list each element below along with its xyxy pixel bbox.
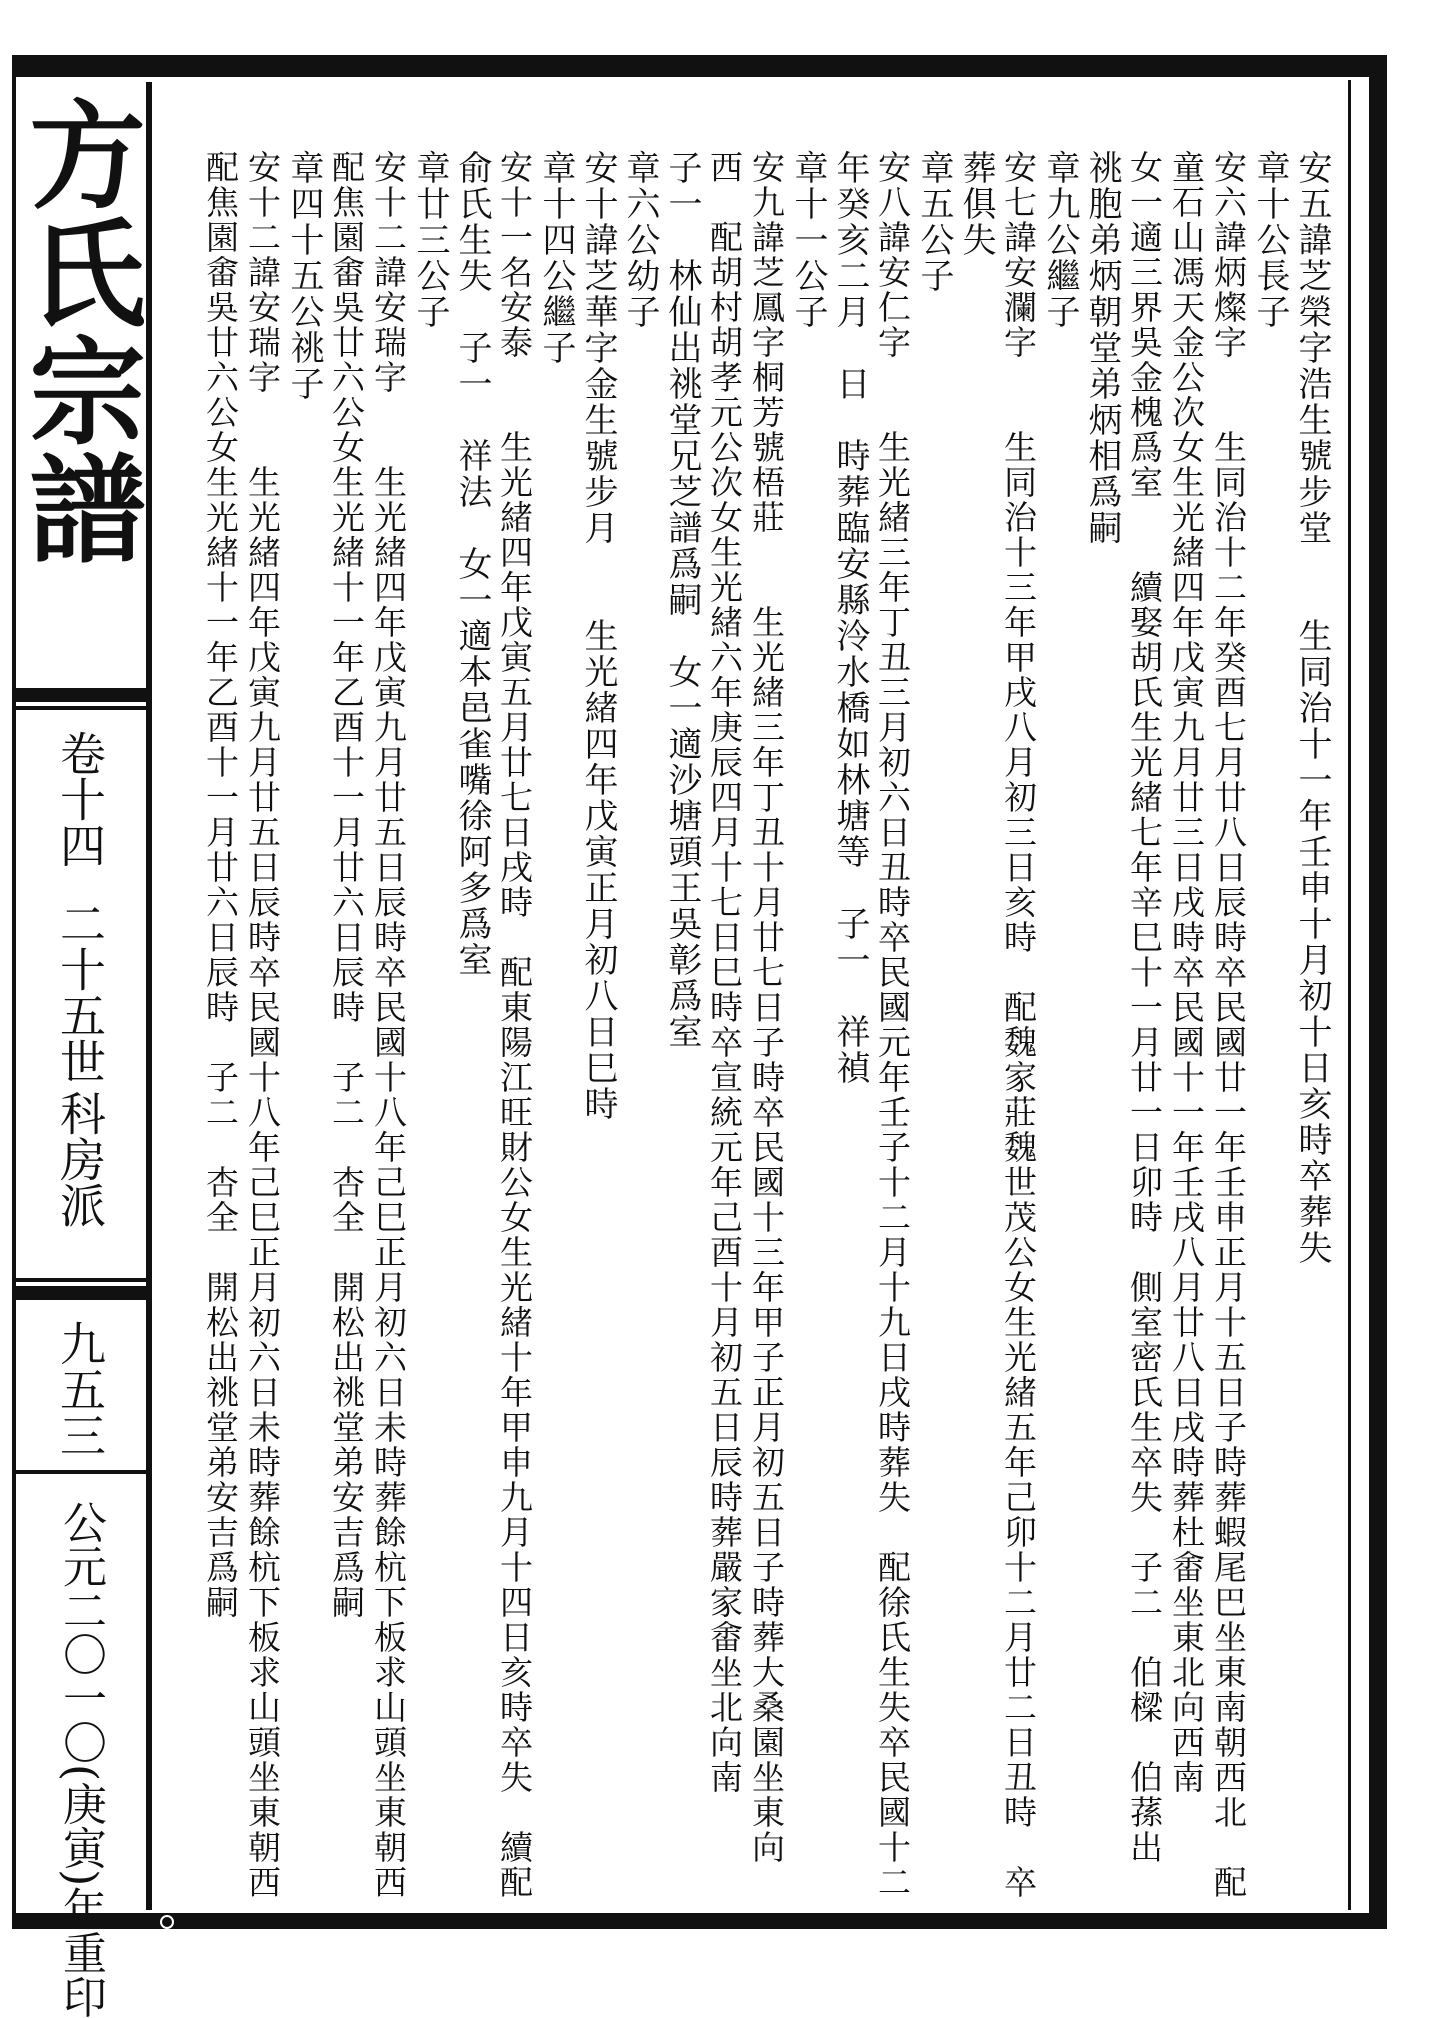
- frame-right-inner-rule: [1348, 80, 1351, 1910]
- text-column-17: 章六公幼子: [620, 150, 660, 330]
- text-column-13: 章十一公子: [788, 150, 828, 330]
- text-column-4: 童石山馮天金公次女生光緒四年戊寅九月廿三日戌時卒民國十一年壬戌八月廿八日戌時葬杜畬坐東北向西南: [1167, 150, 1206, 1795]
- text-column-6: 祧胞弟炳朝堂弟炳相爲嗣: [1082, 150, 1122, 546]
- fish-tail-line-upper: [14, 706, 146, 710]
- frame-bottom-border: [12, 1913, 1387, 1929]
- reprint-note: 公元二〇一〇(庚寅)年重印: [55, 1500, 106, 2018]
- text-column-15: 西 配胡村胡孝元公次女生光緒六年庚辰四月十七日巳時卒宣統元年己酉十月初五日辰時葬嚴家畬坐北向南: [705, 150, 744, 1795]
- text-column-26: 安十二諱安瑞字 生光緒四年戊寅九月廿五日辰時卒民國十八年己巳正月初六日未時葬餘杭下板求山頭坐東朝西: [243, 150, 282, 1900]
- fish-tail-mark-lower: [14, 1286, 146, 1300]
- fish-tail-mark-upper: [14, 688, 146, 702]
- text-column-3: 安六諱炳燦字 生同治十二年癸酉七月廿八日辰時卒民國廿一年壬申正月十五日子時葬蝦尾巴坐東南朝西北 配: [1209, 150, 1248, 1900]
- text-column-9: 葬俱失: [956, 150, 996, 258]
- text-column-12: 年癸亥二月 日 時葬臨安縣泠水橋如林塘等 子一 祥禎: [830, 150, 870, 1086]
- book-title: 方氏宗譜: [10, 95, 146, 567]
- frame-top-border: [12, 55, 1387, 77]
- margin-divider-rule: [146, 82, 152, 1910]
- fish-tail-line-lower: [14, 1278, 146, 1282]
- text-column-2: 章十公長子: [1250, 150, 1290, 330]
- text-column-18: 安十諱芝華字金生號步月 生光緒四年戊寅正月初八日巳時: [578, 150, 618, 1122]
- text-column-8: 安七諱安瀾字 生同治十三年甲戌八月初三日亥時 配魏家莊魏世茂公女生光緒五年己卯十二月廿二日丑時 卒: [999, 150, 1038, 1900]
- text-column-10: 章五公子: [914, 150, 954, 294]
- text-column-5: 女一適三界吳金槐爲室 續娶胡氏生光緒七年辛巳十一月廿一日卯時 側室密氏生卒失 子二 伯樑 伯蓀出: [1125, 150, 1164, 1865]
- branch-label: 科房派: [53, 1090, 107, 1228]
- generation-label: 二十五世: [53, 900, 107, 1084]
- text-column-23: 安十二諱安瑞字 生光緒四年戊寅九月廿五日辰時卒民國十八年己巳正月初六日未時葬餘杭下板求山頭坐東朝西: [369, 150, 408, 1900]
- text-column-1: 安五諱芝榮字浩生號步堂 生同治十一年壬申十月初十日亥時卒葬失: [1292, 150, 1332, 1266]
- fish-tail-line-bottom: [14, 1470, 146, 1474]
- text-column-7: 章九公繼子: [1040, 150, 1080, 330]
- text-column-20: 安十一名安泰 生光緒四年戊寅五月廿七日戌時 配東陽江旺財公女生光緒十年甲申九月十四日亥時卒失 續配: [495, 150, 534, 1900]
- frame-right-border: [1369, 55, 1387, 1929]
- text-column-22: 章廿三公子: [410, 150, 450, 330]
- volume-label: 卷十四: [53, 730, 107, 868]
- text-column-14: 安九諱芝鳳字桐芳號梧莊 生光緒三年丁丑十月廿七日子時卒民國十三年甲子正月初五日子時葬大桑園坐東向: [747, 150, 786, 1865]
- text-column-27: 配焦園畬吳廿六公女生光緒十一年乙酉十一月廿六日辰時 子二 杏全 開松出祧堂弟安吉爲嗣: [201, 150, 240, 1620]
- page-number: 九五三: [53, 1320, 107, 1458]
- text-column-25: 章四十五公祧子: [284, 150, 324, 402]
- text-column-11: 安八諱安仁字 生光緒三年丁丑三月初六日丑時卒民國元年壬子十二月十九日戌時葬失 配徐氏生失卒民國十二: [873, 150, 912, 1900]
- text-column-19: 章十四公繼子: [536, 150, 576, 366]
- bottom-border-hole-mark: [160, 1915, 174, 1929]
- text-column-24: 配焦園畬吳廿六公女生光緒十一年乙酉十一月廿六日辰時 子二 杏全 開松出祧堂弟安吉爲嗣: [327, 150, 366, 1620]
- text-column-21: 俞氏生失 子一 祥法 女一適本邑雀嘴徐阿多爲室: [452, 150, 492, 978]
- text-column-16: 子一 林仙出祧堂兄芝譜爲嗣 女一適沙塘頭王吳彰爲室: [662, 150, 702, 1050]
